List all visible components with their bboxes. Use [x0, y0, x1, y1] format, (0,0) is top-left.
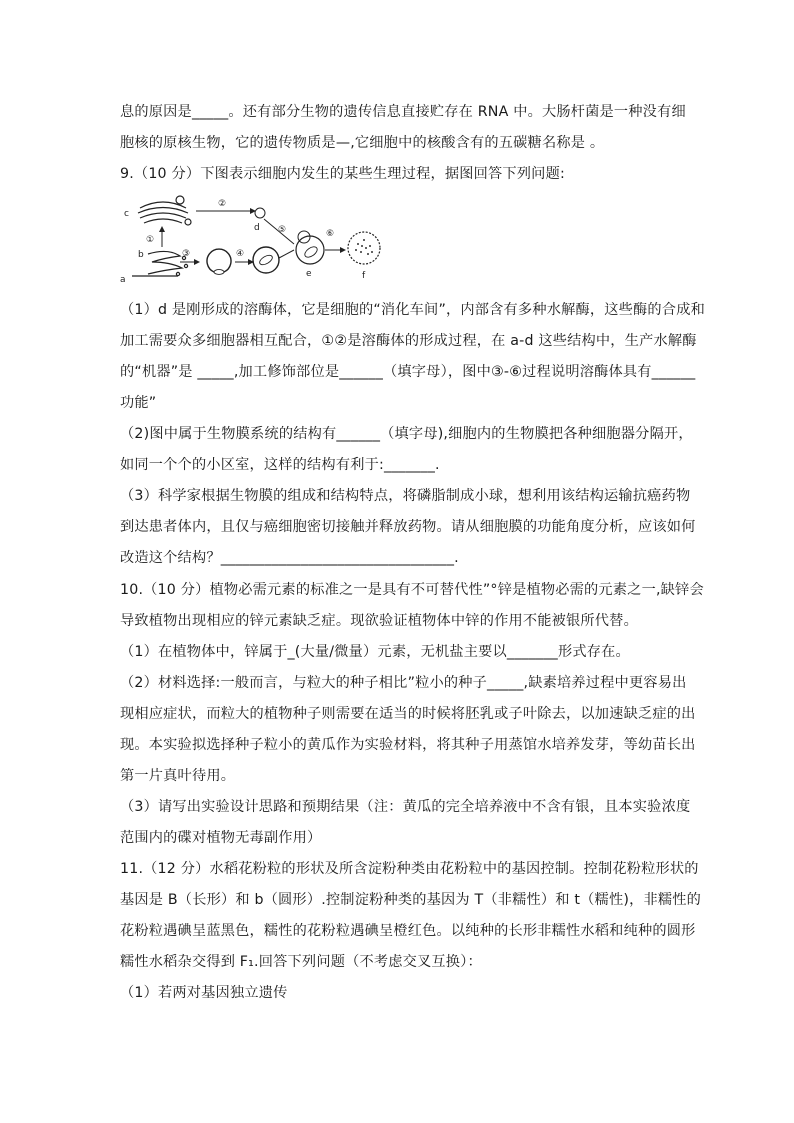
- text-line: 胞核的原核生物，它的遗传物质是—,它细胞中的核酸含有的五碳糖名称是 。: [120, 135, 605, 151]
- question-11-heading: 11.（12 分）水稻花粉粒的形状及所含淀粉种类由花粉粒中的基因控制。控制花粉粒形状的: [120, 861, 699, 877]
- text-line: 导致植物出现相应的锌元素缺乏症。现欲验证植物体中锌的作用不能被银所代替。: [120, 613, 638, 629]
- lysosome-d: [255, 208, 265, 218]
- diagram-label-c: c: [124, 209, 129, 219]
- text-line: （1）在植物体中，锌属于_(大量/微量）元素，无机盐主要以_______形式存在。: [120, 644, 630, 660]
- text-line: （2)图中属于生物膜系统的结构有______（填字母),细胞内的生物膜把各种细胞器分隔开，: [120, 426, 693, 442]
- text-line: 第一片真叶待用。: [120, 768, 236, 784]
- question-9-heading: 9.（10 分）下图表示细胞内发生的某些生理过程，据图回答下列问题:: [120, 166, 565, 182]
- diagram-label-d: d: [254, 223, 260, 233]
- text-line: 现。本实验拟选择种子粒小的黄瓜作为实验材料，将其种子用蒸馆水培养发芽，等幼苗长出: [120, 737, 696, 753]
- text-line: 现相应症状，而粒大的植物种子则需要在适当的时候将胚乳或子叶除去，以加速缺乏症的出: [120, 706, 696, 722]
- diagram-label-5: ⑤: [278, 225, 287, 235]
- text-line: 息的原因是_____。还有部分生物的遗传信息直接贮存在 RNA 中。大肠杆菌是一种没有细: [120, 104, 686, 120]
- text-line: 糯性水稻杂交得到 F₁.回答下列问题（不考虑交叉互换）：: [120, 954, 482, 970]
- diagram-label-4: ④: [236, 249, 245, 259]
- diagram-label-1: ①: [146, 235, 155, 245]
- diagram-label-6: ⑥: [326, 229, 335, 239]
- text-line: 到达患者体内，且仅与癌细胞密切接触并释放药物。请从细胞膜的功能角度分析，应该如何: [120, 519, 696, 535]
- golgi-apparatus: [138, 196, 191, 225]
- diagram-label-a: a: [120, 275, 126, 284]
- text-line: 范围内的碟对植物无毒副作用）: [120, 830, 322, 846]
- diagram-label-f: f: [362, 271, 366, 281]
- diagram-label-3: ③: [182, 249, 191, 259]
- text-line: 如同一个个的小区室，这样的结构有利于:_______.: [120, 457, 440, 473]
- text-line: 的“机器”是 _____,加工修饰部位是______（填字母），图中③-⑥过程说明溶酶体具有______: [120, 364, 696, 380]
- secondary-lysosome-e: [296, 236, 324, 264]
- phagosome-forming: [207, 249, 231, 272]
- text-line: （3）科学家根据生物膜的组成和结构特点，将磷脂制成小球，想利用该结构运输抗癌药物: [120, 488, 691, 504]
- residual-body-f: [348, 232, 380, 264]
- text-line: （1）若两对基因独立遗传: [120, 985, 288, 1001]
- text-line: （2）材料选择:一般而言，与粒大的种子相比”粒小的种子_____,缺素培养过程中更容易出: [120, 675, 687, 691]
- phagosome: [253, 247, 279, 273]
- text-line: （3）请写出实验设计思路和预期结果（注：黄瓜的完全培养液中不含有银，且本实验浓度: [120, 799, 691, 815]
- cell-process-diagram: [118, 192, 388, 284]
- text-line: 功能”: [120, 395, 157, 411]
- diagram-label-e: e: [306, 269, 312, 279]
- text-line: 改造这个结构？________________________________.: [120, 550, 459, 566]
- text-line: 加工需要众多细胞器相互配合，①②是溶酶体的形成过程，在 a-d 这些结构中，生产水解酶: [120, 333, 697, 349]
- text-line: 花粉粒遇碘呈蓝黑色，糯性的花粉粒遇碘呈橙红色。以纯种的长形非糯性水稻和纯种的圆形: [120, 923, 696, 939]
- diagram-label-2: ②: [218, 199, 227, 209]
- diagram-label-b: b: [138, 250, 144, 260]
- question-10-heading: 10.（10 分）植物必需元素的标准之一是具有不可替代性”°锌是植物必需的元素之一,缺锌会: [120, 582, 704, 598]
- text-line: 基因是 B（长形）和 b（圆形）.控制淀粉种类的基因为 T（非糯性）和 t（糯性)，非糯性的: [120, 892, 702, 908]
- text-line: （1）d 是刚形成的溶酶体，它是细胞的“消化车间”，内部含有多种水解酶，这些酶的合成和: [120, 302, 705, 318]
